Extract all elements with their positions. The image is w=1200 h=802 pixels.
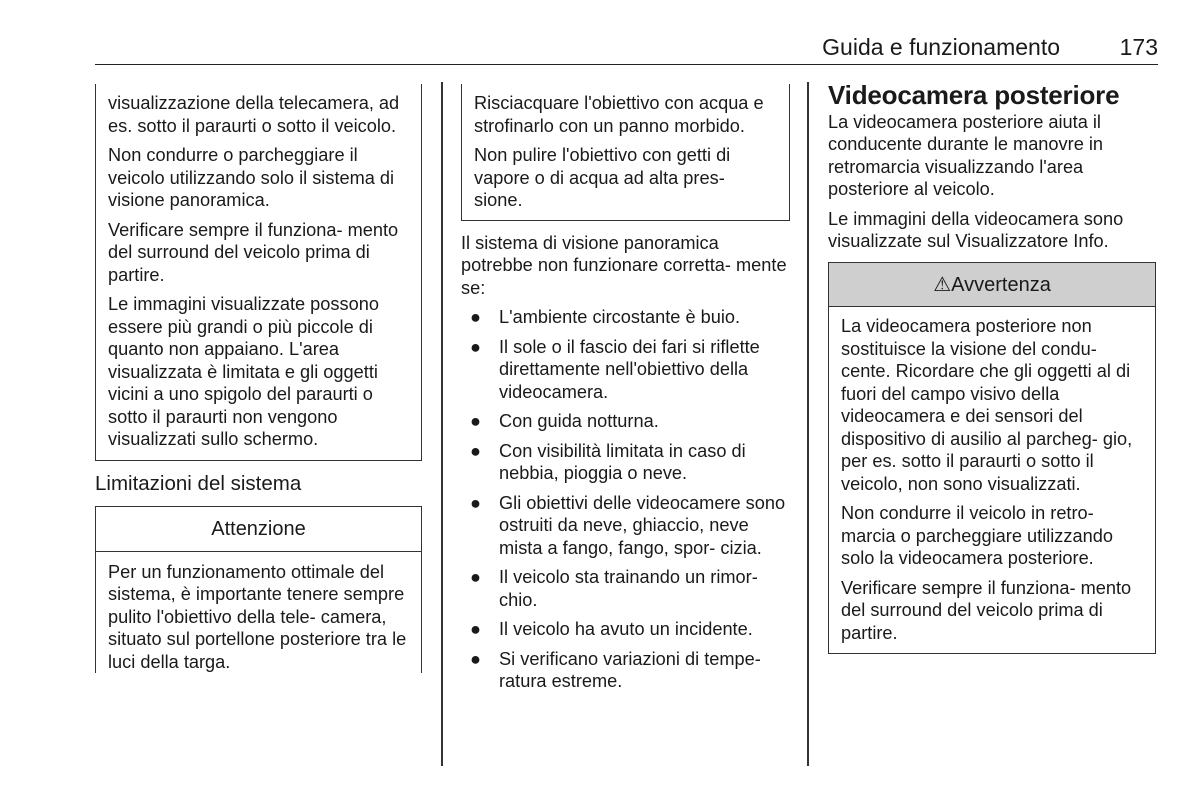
caution-text: Per un funzionamento ottimale del sistema, è importante tenere sempre pulito l'obiettivo della tele- camera, situato sul portellone posteriore tra le luci della targa. — [108, 561, 407, 672]
bullet-icon: ● — [470, 648, 481, 669]
bullet-icon: ● — [470, 440, 481, 461]
column-divider-1 — [441, 82, 443, 766]
column-1 — [95, 84, 422, 675]
intro-paragraph: Il sistema di visione panoramica potrebbe non funzionare corretta- mente se: — [461, 232, 787, 298]
page-number: 173 — [1119, 34, 1158, 60]
column-2 — [461, 84, 790, 700]
caution-box — [95, 506, 422, 673]
list-item: ● Con guida notturna. — [470, 411, 659, 431]
paragraph: La videocamera posteriore non sostituisce la visione del condu- cente. Ricordare che gli oggetti al di fuori del campo visivo della videocamera e dei sensori del dispositivo di ausilio al parcheg- gio, per es. sotto il paraurti o sotto il veicolo, non sono visualizzati. — [841, 316, 1133, 494]
bullet-icon: ● — [470, 492, 481, 513]
paragraph: Le immagini visualizzate possono essere più grandi o più piccole di quanto non appaiano. L'area visualizzata è limitata e gli oggetti vicini a uno spigolo del paraurti o sotto il paraurti non vengono visualizzati sullo schermo. — [108, 294, 379, 449]
bullet-icon: ● — [470, 336, 481, 357]
page-header — [95, 30, 1158, 65]
paragraph: La videocamera posteriore aiuta il conducente durante le manovre in retromarcia visualizzando l'area posteriore al veicolo. — [828, 111, 1104, 199]
warning-title: Avvertenza — [951, 273, 1051, 296]
column-3 — [828, 80, 1156, 654]
paragraph: Verificare sempre il funziona- mento del surround del veicolo prima di partire. — [841, 577, 1132, 643]
paragraph: Risciacquare l'obiettivo con acqua e strofinarlo con un panno morbido. — [474, 93, 764, 136]
warning-box — [828, 262, 1156, 655]
list-item: ● Il sole o il fascio dei fari si riflette direttamente nell'obiettivo della videocamera. — [470, 336, 760, 402]
list-item: ● Gli obiettivi delle videocamere sono ostruiti da neve, ghiaccio, neve mista a fango, fango, spor- cizia. — [470, 492, 786, 558]
subheading: Limitazioni del sistema — [95, 471, 302, 495]
bullet-icon: ● — [470, 619, 481, 639]
warning-triangle-icon: ⚠ — [933, 273, 952, 296]
section-title: Guida e funzionamento — [822, 34, 1060, 60]
paragraph: visualizzazione della telecamera, ad es. sotto il paraurti o sotto il veicolo. — [108, 93, 400, 136]
caution-title: Attenzione — [96, 507, 421, 552]
list-item: ● Il veicolo sta trainando un rimor- chio. — [470, 567, 758, 610]
bullet-icon: ● — [470, 411, 481, 431]
paragraph: Non condurre il veicolo in retro- marcia o parcheggiare utilizzando solo la videocamera posteriore. — [841, 503, 1113, 568]
conditions-list — [461, 306, 790, 693]
bullet-icon: ● — [470, 567, 481, 587]
warning-title-bar — [829, 263, 1155, 308]
paragraph: Non pulire l'obiettivo con getti di vapore o di acqua ad alta pres- sione. — [474, 145, 731, 210]
warning-box-continued — [95, 84, 422, 461]
caution-box-continued — [461, 84, 790, 221]
column-divider-2 — [807, 82, 809, 766]
list-item: ● L'ambiente circostante è buio. — [470, 307, 741, 327]
list-item: ● Si verificano variazioni di tempe- ratura estreme. — [470, 648, 761, 691]
paragraph: Verificare sempre il funziona- mento del surround del veicolo prima di partire. — [108, 219, 399, 285]
list-item: ● Con visibilità limitata in caso di nebbia, pioggia o neve. — [470, 440, 746, 483]
paragraph: Non condurre o parcheggiare il veicolo utilizzando solo il sistema di visione panoramica. — [108, 145, 395, 210]
section-heading: Videocamera posteriore — [828, 80, 1120, 110]
paragraph: Le immagini della videocamera sono visualizzate sul Visualizzatore Info. — [828, 208, 1124, 251]
list-item: ● Il veicolo ha avuto un incidente. — [470, 619, 753, 639]
bullet-icon: ● — [470, 307, 481, 327]
